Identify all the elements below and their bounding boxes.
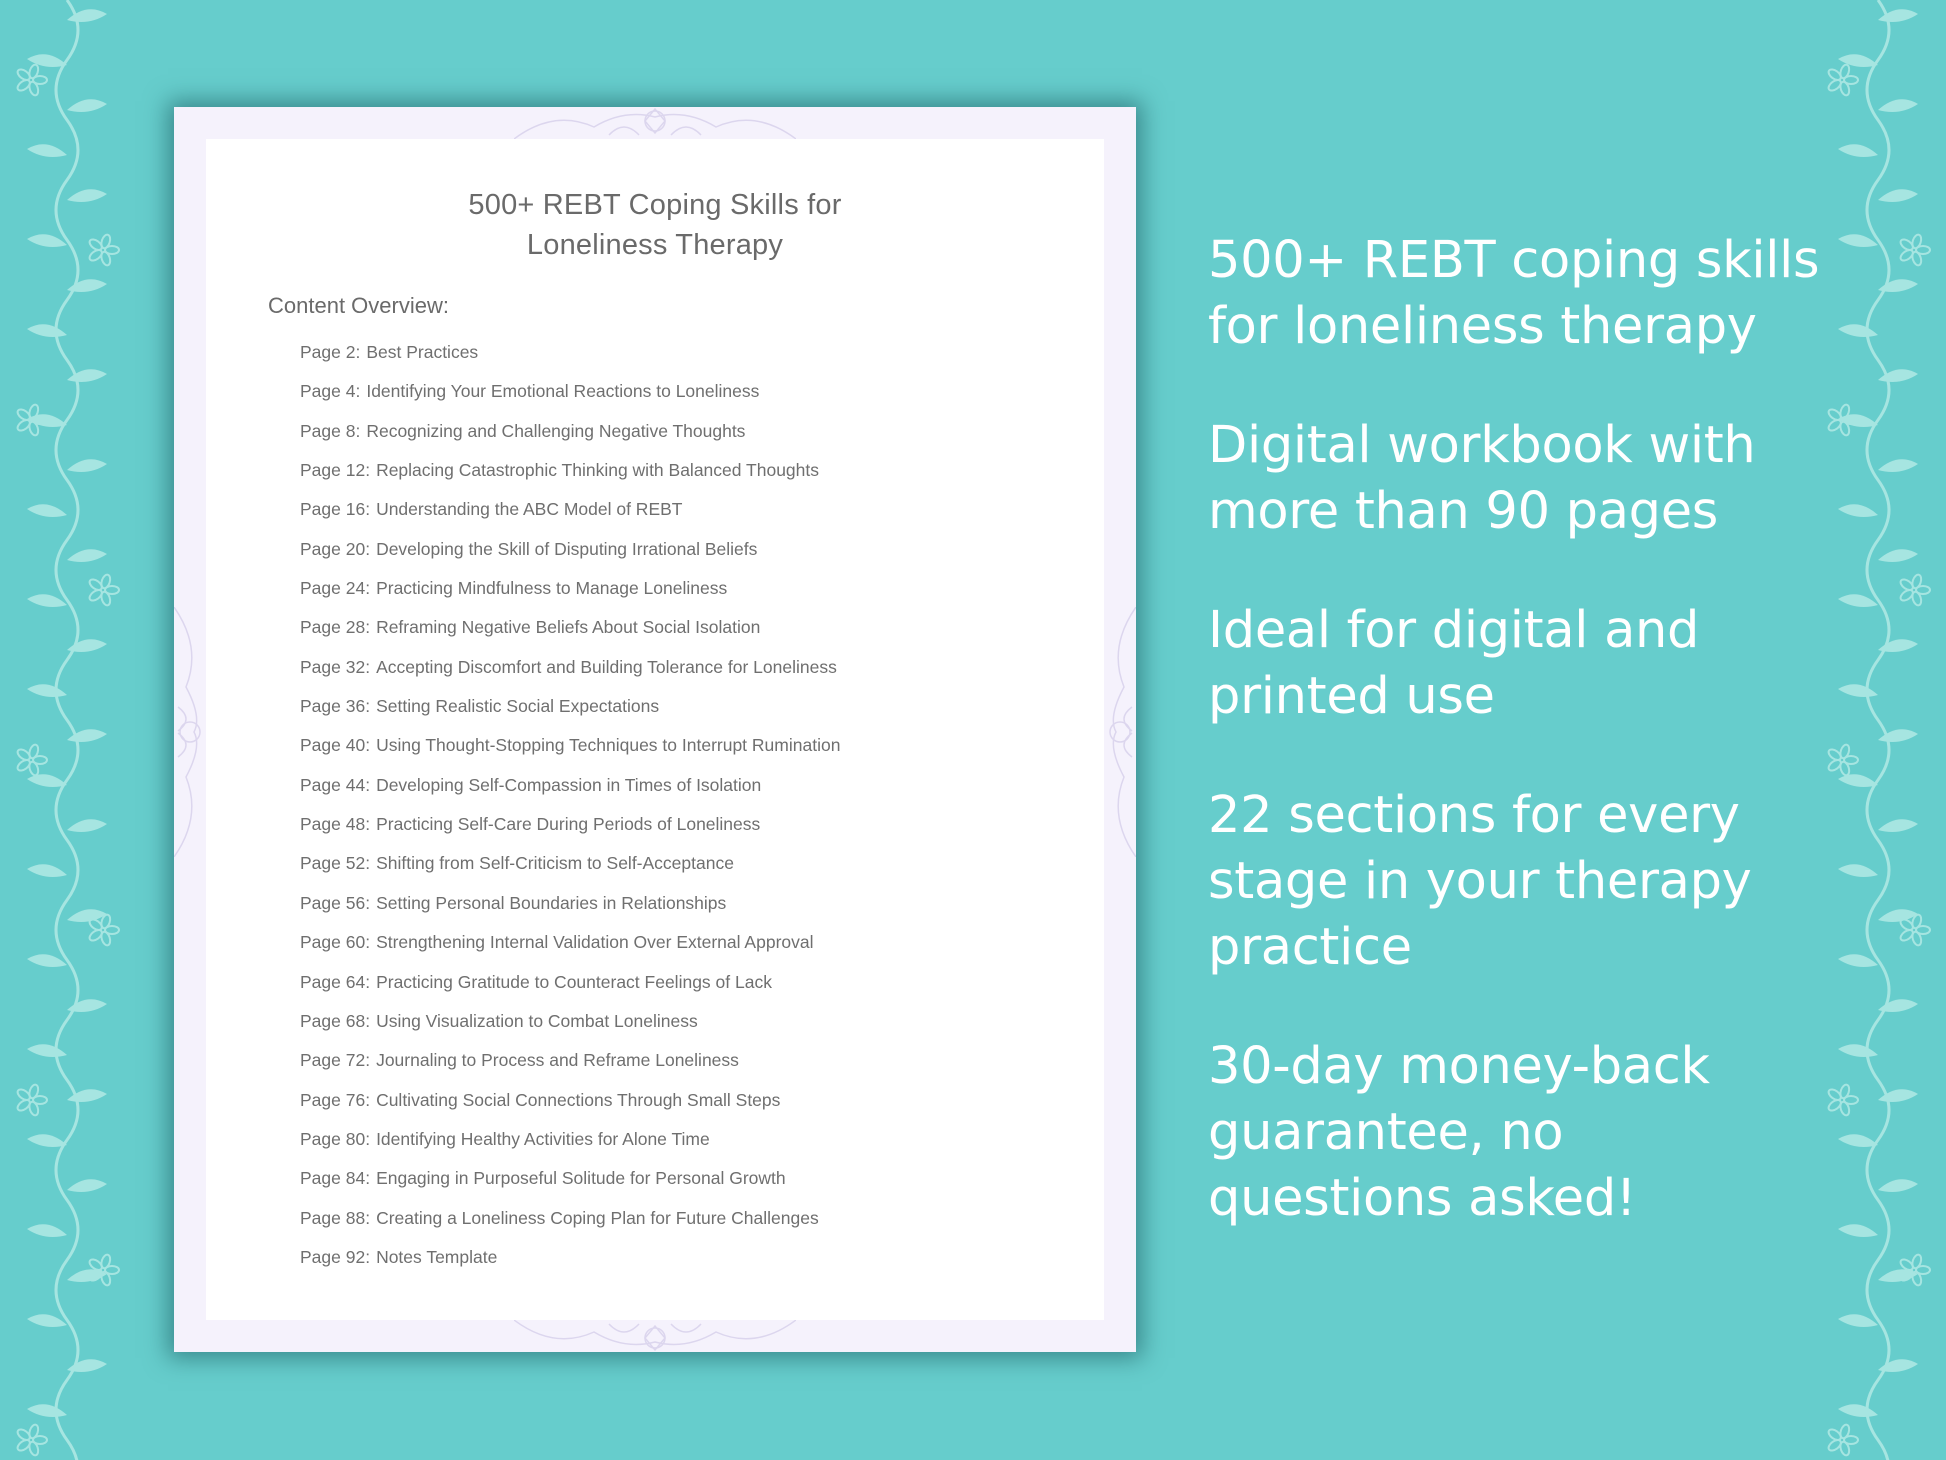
document-preview-card: [174, 107, 1136, 1352]
toc-section-title: Developing Self-Compassion in Times of Isolation: [376, 774, 762, 795]
feature-text: [1208, 228, 1848, 360]
content-overview-heading: Content Overview:: [268, 293, 449, 318]
toc-page-number: Page 92:: [300, 1246, 371, 1267]
toc-page-number: Page 16:: [300, 499, 371, 520]
toc-page-number: Page 60:: [300, 932, 371, 953]
feature-line: practice: [1208, 918, 1412, 977]
toc-item: [300, 892, 840, 931]
toc-page-number: Page 40:: [300, 735, 371, 756]
toc-item: [300, 813, 840, 852]
toc-section-title: Setting Personal Boundaries in Relationships: [376, 892, 727, 913]
feature-text: [1208, 598, 1848, 730]
feature-line: for loneliness therapy: [1208, 297, 1757, 356]
toc-item: [300, 459, 840, 498]
feature-line: 500+ REBT coping skills: [1208, 231, 1820, 290]
feature-line: stage in your therapy: [1208, 852, 1752, 911]
toc-section-title: Identifying Your Emotional Reactions to Loneliness: [366, 381, 760, 402]
toc-item: [300, 341, 840, 380]
toc-section-title: Reframing Negative Beliefs About Social Isolation: [376, 617, 761, 638]
toc-section-title: Engaging in Purposeful Solitude for Personal Growth: [376, 1168, 786, 1189]
toc-page-number: Page 2:: [300, 342, 361, 362]
toc-page-number: Page 32:: [300, 656, 371, 677]
table-of-contents: [300, 341, 840, 1285]
toc-page-number: Page 52:: [300, 853, 371, 874]
mandala-ornament-left: [174, 607, 206, 857]
feature-text: [1208, 783, 1848, 981]
toc-page-number: Page 8:: [300, 420, 361, 441]
toc-section-title: Recognizing and Challenging Negative Thoughts: [366, 420, 746, 441]
toc-item: [300, 971, 840, 1010]
toc-item: [300, 1246, 840, 1285]
toc-page-number: Page 72:: [300, 1050, 371, 1071]
document-title-line: Loneliness Therapy: [526, 229, 784, 261]
feature-line: more than 90 pages: [1208, 482, 1719, 541]
document-page: [206, 139, 1104, 1320]
toc-item: [300, 1049, 840, 1088]
toc-item: [300, 774, 840, 813]
feature-text: [1208, 413, 1848, 545]
feature-list: [1208, 228, 1848, 1285]
toc-page-number: Page 88:: [300, 1207, 371, 1228]
toc-page-number: Page 12:: [300, 460, 371, 481]
toc-page-number: Page 4:: [300, 381, 361, 402]
feature-line: questions asked!: [1208, 1169, 1637, 1228]
feature-line: 22 sections for every: [1208, 786, 1740, 845]
toc-page-number: Page 20:: [300, 538, 371, 559]
toc-item: [300, 577, 840, 616]
toc-section-title: Developing the Skill of Disputing Irrational Beliefs: [376, 538, 758, 559]
toc-page-number: Page 24:: [300, 578, 371, 599]
document-title-line: 500+ REBT Coping Skills for: [468, 189, 842, 221]
floral-vine-left: [0, 0, 135, 1460]
toc-section-title: Strengthening Internal Validation Over External Approval: [376, 932, 814, 953]
toc-page-number: Page 84:: [300, 1168, 371, 1189]
toc-section-title: Shifting from Self-Criticism to Self-Acceptance: [376, 853, 734, 874]
toc-item: [300, 1089, 840, 1128]
toc-page-number: Page 36:: [300, 696, 371, 717]
toc-page-number: Page 76:: [300, 1089, 371, 1110]
feature-text: [1208, 1034, 1848, 1232]
toc-item: [300, 616, 840, 655]
mandala-ornament-bottom: [514, 1320, 796, 1352]
toc-section-title: Best Practices: [366, 342, 479, 362]
toc-section-title: Using Visualization to Combat Loneliness: [376, 1010, 698, 1031]
toc-item: [300, 1207, 840, 1246]
toc-page-number: Page 80:: [300, 1128, 371, 1149]
toc-section-title: Creating a Loneliness Coping Plan for Future Challenges: [376, 1207, 819, 1228]
toc-item: [300, 498, 840, 537]
toc-item: [300, 931, 840, 970]
feature-line: printed use: [1208, 667, 1495, 726]
toc-section-title: Practicing Mindfulness to Manage Loneliness: [376, 578, 728, 599]
toc-page-number: Page 28:: [300, 617, 371, 638]
toc-section-title: Cultivating Social Connections Through Small Steps: [376, 1089, 781, 1110]
toc-section-title: Practicing Gratitude to Counteract Feelings of Lack: [376, 971, 772, 992]
toc-section-title: Replacing Catastrophic Thinking with Balanced Thoughts: [376, 460, 820, 481]
toc-section-title: Accepting Discomfort and Building Tolerance for Loneliness: [376, 656, 837, 677]
mandala-ornament-right: [1104, 607, 1136, 857]
toc-item: [300, 1128, 840, 1167]
feature-line: Digital workbook with: [1208, 416, 1756, 475]
toc-item: [300, 420, 840, 459]
toc-item: [300, 695, 840, 734]
toc-page-number: Page 48:: [300, 814, 371, 835]
mandala-ornament-top: [514, 107, 796, 139]
toc-section-title: Notes Template: [376, 1246, 498, 1267]
toc-item: [300, 656, 840, 695]
toc-item: [300, 852, 840, 891]
toc-section-title: Journaling to Process and Reframe Loneliness: [376, 1050, 739, 1071]
feature-line: 30-day money-back: [1208, 1037, 1710, 1096]
toc-page-number: Page 64:: [300, 971, 371, 992]
toc-section-title: Using Thought-Stopping Techniques to Interrupt Rumination: [376, 735, 841, 756]
toc-section-title: Understanding the ABC Model of REBT: [376, 499, 683, 520]
document-title: [206, 185, 1104, 265]
toc-section-title: Practicing Self-Care During Periods of Loneliness: [376, 814, 761, 835]
toc-item: [300, 538, 840, 577]
toc-item: [300, 1167, 840, 1206]
feature-line: guarantee, no: [1208, 1103, 1564, 1162]
toc-page-number: Page 68:: [300, 1010, 371, 1031]
toc-section-title: Identifying Healthy Activities for Alone Time: [376, 1128, 710, 1149]
toc-page-number: Page 44:: [300, 774, 371, 795]
toc-page-number: Page 56:: [300, 892, 371, 913]
toc-item: [300, 1010, 840, 1049]
toc-item: [300, 734, 840, 773]
toc-item: [300, 380, 840, 419]
toc-section-title: Setting Realistic Social Expectations: [376, 696, 660, 717]
feature-line: Ideal for digital and: [1208, 601, 1700, 660]
